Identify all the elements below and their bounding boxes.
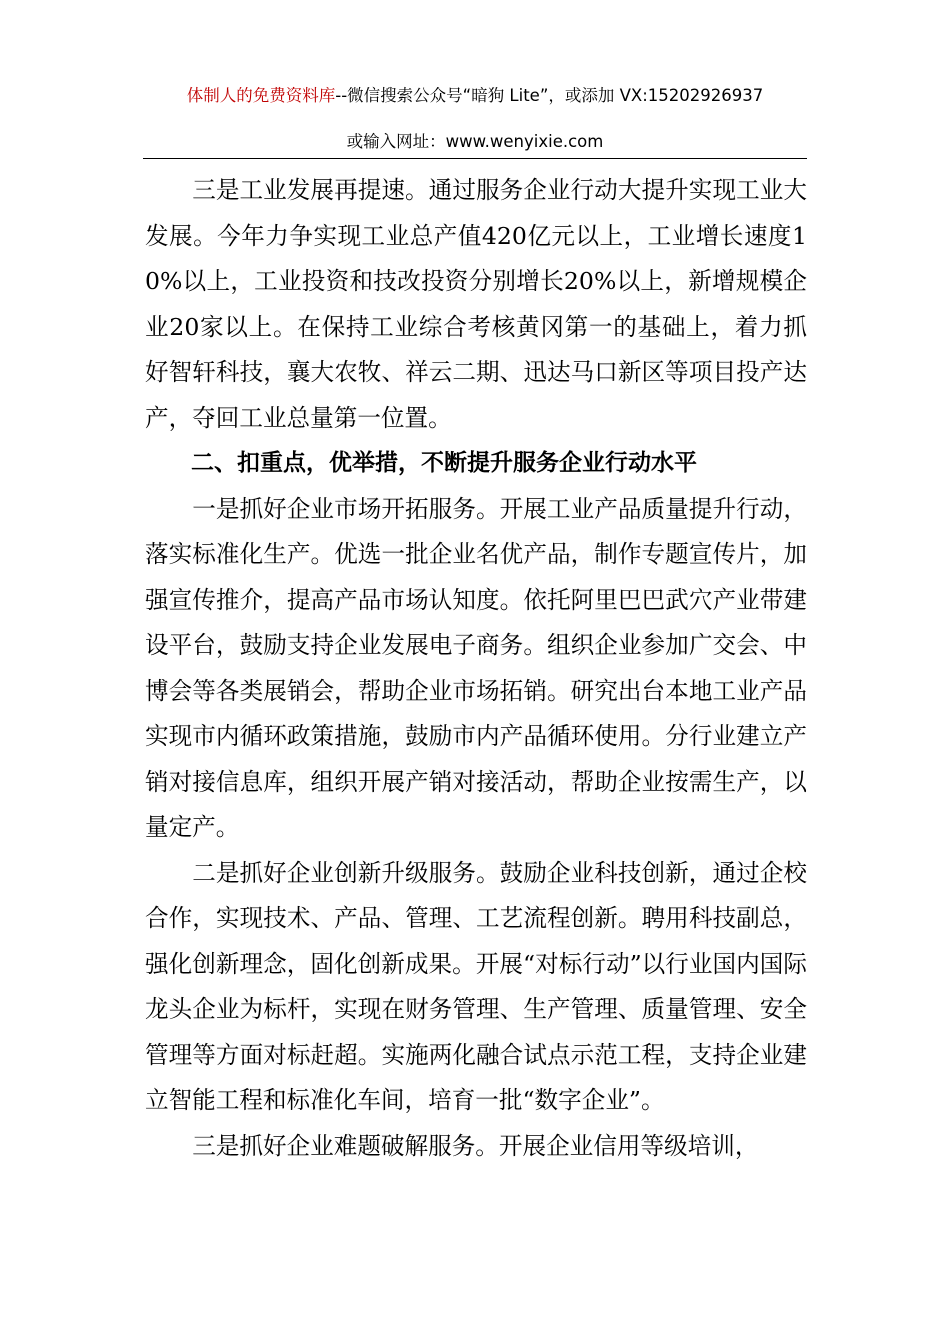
paragraph-industry-growth: 三是工业发展再提速。通过服务企业行动大提升实现工业大发展。今年力争实现工业总产值420亿元以上，工业增长速度10%以上，工业投资和技改投资分别增长20%以上，新增规模企业20家以上。在保持工业综合考核黄冈第一的基础上，着力抓好智轩科技，襄大农牧、祥云二期、迅达马口新区等项目投产达产，夺回工业总量第一位置。	[145, 176, 807, 432]
paragraph-innovation-service: 二是抓好企业创新升级服务。鼓励企业科技创新，通过企校合作，实现技术、产品、管理、工艺流程创新。聘用科技副总，强化创新理念，固化创新成果。开展“对标行动”以行业国内国际龙头企业为标杆，实现在财务管理、生产管理、质量管理、安全管理等方面对标赶超。实施两化融合试点示范工程，支持企业建立智能工程和标准化车间，培育一批“数字企业”。	[145, 858, 807, 1114]
paragraph-market-service: 一是抓好企业市场开拓服务。开展工业产品质量提升行动，落实标准化生产。优选一批企业名优产品，制作专题宣传片，加强宣传推介，提高产品市场认知度。依托阿里巴巴武穴产业带建设平台，鼓励支持企业发展电子商务。组织企业参加广交会、中博会等各类展销会，帮助企业市场拓销。研究出台本地工业产品实现市内循环政策措施，鼓励市内产品循环使用。分行业建立产销对接信息库，组织开展产销对接活动，帮助企业按需生产，以量定产。	[145, 494, 807, 841]
paragraph-problem-service: 三是抓好企业难题破解服务。开展企业信用等级培训，	[192, 1131, 759, 1160]
section-heading: 二、扣重点，优举措，不断提升服务企业行动水平	[191, 450, 697, 476]
header-notice	[0, 84, 950, 108]
document-body	[145, 168, 807, 1169]
header-brand: 体制人的免费资料库	[186, 86, 336, 105]
header-divider	[143, 158, 807, 159]
header-url-line: 或输入网址：www.wenyixie.com	[346, 132, 604, 151]
header-notice-text: --微信搜索公众号“暗狗 Lite”，或添加 VX:15202926937	[335, 86, 764, 105]
